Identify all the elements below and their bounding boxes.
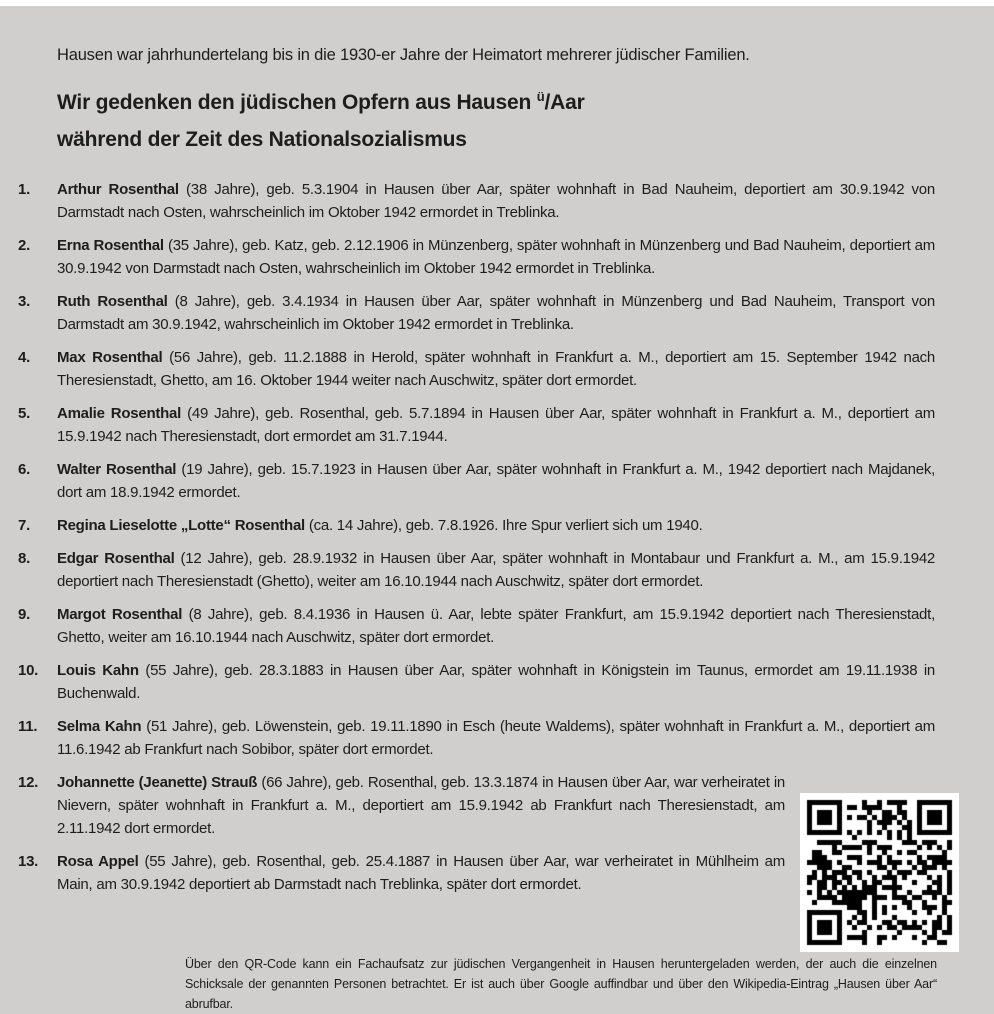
victim-details: (8 Jahre), geb. 8.4.1936 in Hausen ü. Aar, lebte später Frankfurt, am 15.9.1942 deportiert nach Theresienstadt, Ghetto, weiter am 16.10.1944 nach Auschwitz, später dort ermordet.	[57, 606, 935, 646]
victim-details: (55 Jahre), geb. Rosenthal, geb. 25.4.1887 in Hausen über Aar, war verheiratet in Mühlheim am Main, am 30.9.1942 deportiert ab Darmstadt nach Treblinka, später dort ermordet.	[57, 853, 785, 893]
victim-details: (12 Jahre), geb. 28.9.1932 in Hausen über Aar, später wohnhaft in Montabaur und Frankfurt a. M., am 15.9.1942 deportiert nach Theresienstadt (Ghetto), weiter am 16.10.1944 nach Auschwitz, später dort ermordet.	[57, 550, 936, 590]
title-line-2: während der Zeit des Nationalsozialismus	[57, 128, 467, 151]
victim-item	[18, 458, 935, 504]
victim-text	[57, 850, 785, 896]
title-line1-prefix: Wir gedenken den jüdischen Opfern aus Hausen	[57, 91, 537, 114]
title-line-1	[57, 84, 935, 121]
victim-number: 11.	[18, 718, 38, 735]
victim-name: Selma Kahn	[57, 718, 142, 735]
victim-text	[57, 603, 935, 649]
victim-name: Amalie Rosenthal	[57, 405, 182, 422]
victim-item	[18, 514, 935, 537]
victim-details: (55 Jahre), geb. 28.3.1883 in Hausen über Aar, später wohnhaft in Königstein im Taunus, ermordet am 19.11.1938 in Buchenwald.	[57, 662, 935, 702]
victim-number: 13.	[18, 853, 39, 870]
victim-name: Louis Kahn	[57, 662, 139, 679]
victim-details: (38 Jahre), geb. 5.3.1904 in Hausen über Aar, später wohnhaft in Bad Nauheim, deportiert am 30.9.1942 von Darmstadt nach Osten, wahrscheinlich im Oktober 1942 ermordet in Treblinka.	[57, 181, 935, 221]
victim-name: Rosa Appel	[57, 853, 139, 870]
victim-item	[18, 715, 935, 761]
victim-item	[18, 603, 935, 649]
victim-text	[57, 514, 935, 537]
victim-number: 1.	[18, 181, 31, 198]
victim-text	[57, 178, 935, 224]
victim-text	[57, 290, 935, 336]
victim-number: 3.	[18, 293, 31, 310]
victim-number: 10.	[18, 662, 39, 679]
victim-details: (51 Jahre), geb. Löwenstein, geb. 19.11.1890 in Esch (heute Waldems), später wohnhaft in Frankfurt a. M., deportiert am 11.6.1942 ab Frankfurt nach Sobibor, später dort ermordet.	[57, 718, 935, 758]
victim-number: 6.	[18, 461, 31, 478]
victim-number: 9.	[18, 606, 31, 623]
victim-details: (56 Jahre), geb. 11.2.1888 in Herold, später wohnhaft in Frankfurt a. M., deportiert am 15. September 1942 nach Theresienstadt, Ghetto, am 16. Oktober 1944 weiter nach Auschwitz, später dort ermordet.	[57, 349, 936, 389]
victim-name: Regina Lieselotte „Lotte“ Rosenthal	[57, 517, 305, 534]
victims-list	[18, 178, 935, 896]
victim-text	[57, 346, 935, 392]
memorial-page	[0, 6, 994, 1011]
victim-item	[18, 234, 935, 280]
victim-details: (35 Jahre), geb. Katz, geb. 2.12.1906 in Münzenberg, später wohnhaft in Münzenberg und Bad Nauheim, deportiert am 30.9.1942 von Darmstadt nach Osten, wahrscheinlich im Oktober 1942 ermordet in Treblinka.	[57, 237, 935, 277]
victim-number: 8.	[18, 550, 31, 567]
victim-name: Walter Rosenthal	[57, 461, 177, 478]
victim-text	[57, 234, 935, 280]
page-title	[57, 84, 935, 158]
victim-details: (ca. 14 Jahre), geb. 7.8.1926. Ihre Spur verliert sich um 1940.	[304, 517, 703, 534]
victim-name: Erna Rosenthal	[57, 237, 164, 254]
title-line1-suffix: /Aar	[544, 91, 585, 114]
victim-details: (66 Jahre), geb. Rosenthal, geb. 13.3.1874 in Hausen über Aar, war verheiratet in Nievern, später wohnhaft in Frankfurt a. M., deportiert am 15.9.1942 ab Frankfurt nach Theresienstadt, am 2.11.1942 dort ermordet.	[57, 774, 785, 837]
victim-item	[18, 850, 935, 896]
victim-details: (8 Jahre), geb. 3.4.1934 in Hausen über Aar, später wohnhaft in Münzenberg und Bad Nauheim, Transport von Darmstadt am 30.9.1942, wahrscheinlich im Oktober 1942 ermordet in Treblinka.	[57, 293, 935, 333]
victim-text	[57, 458, 935, 504]
victim-text	[57, 402, 935, 448]
victim-item	[18, 547, 935, 593]
victim-details: (19 Jahre), geb. 15.7.1923 in Hausen über Aar, später wohnhaft in Frankfurt a. M., 1942 deportiert nach Majdanek, dort am 18.9.1942 ermordet.	[57, 461, 935, 501]
qr-code-image	[800, 793, 959, 952]
victim-name: Max Rosenthal	[57, 349, 163, 366]
qr-code	[800, 793, 959, 952]
title-superscript: ü	[536, 89, 545, 104]
intro-text: Hausen war jahrhundertelang bis in die 1930-er Jahre der Heimatort mehrerer jüdischer Familien.	[57, 46, 750, 64]
victim-text	[57, 771, 785, 840]
victim-details: (49 Jahre), geb. Rosenthal, geb. 5.7.1894 in Hausen über Aar, später wohnhaft in Frankfurt a. M., deportiert am 15.9.1942 nach Theresienstadt, dort ermordet am 31.7.1944.	[57, 405, 935, 445]
victim-name: Arthur Rosenthal	[57, 181, 179, 198]
victim-name: Ruth Rosenthal	[57, 293, 168, 310]
victim-text	[57, 547, 935, 593]
victim-name: Edgar Rosenthal	[57, 550, 175, 567]
victim-item	[18, 659, 935, 705]
victim-name: Johannette (Jeanette) Strauß	[57, 774, 258, 791]
victim-name: Margot Rosenthal	[57, 606, 183, 623]
victim-number: 12.	[18, 774, 39, 791]
qr-caption: Über den QR-Code kann ein Fachaufsatz zur jüdischen Vergangenheit in Hausen heruntergeladen werden, der auch die einzelnen Schicksale der genannten Personen betrachtet. Er ist auch über Google auffindbar und über den Wikipedia-Eintrag „Hausen über Aar“ abrufbar.	[185, 957, 937, 1011]
victim-item	[18, 346, 935, 392]
victim-text	[57, 659, 935, 705]
victim-item	[18, 771, 935, 840]
victim-item	[18, 290, 935, 336]
victim-text	[57, 715, 935, 761]
victim-number: 5.	[18, 405, 31, 422]
victim-item	[18, 402, 935, 448]
victim-number: 4.	[18, 349, 31, 366]
victim-number: 7.	[18, 517, 31, 534]
victim-number: 2.	[18, 237, 31, 254]
victim-item	[18, 178, 935, 224]
